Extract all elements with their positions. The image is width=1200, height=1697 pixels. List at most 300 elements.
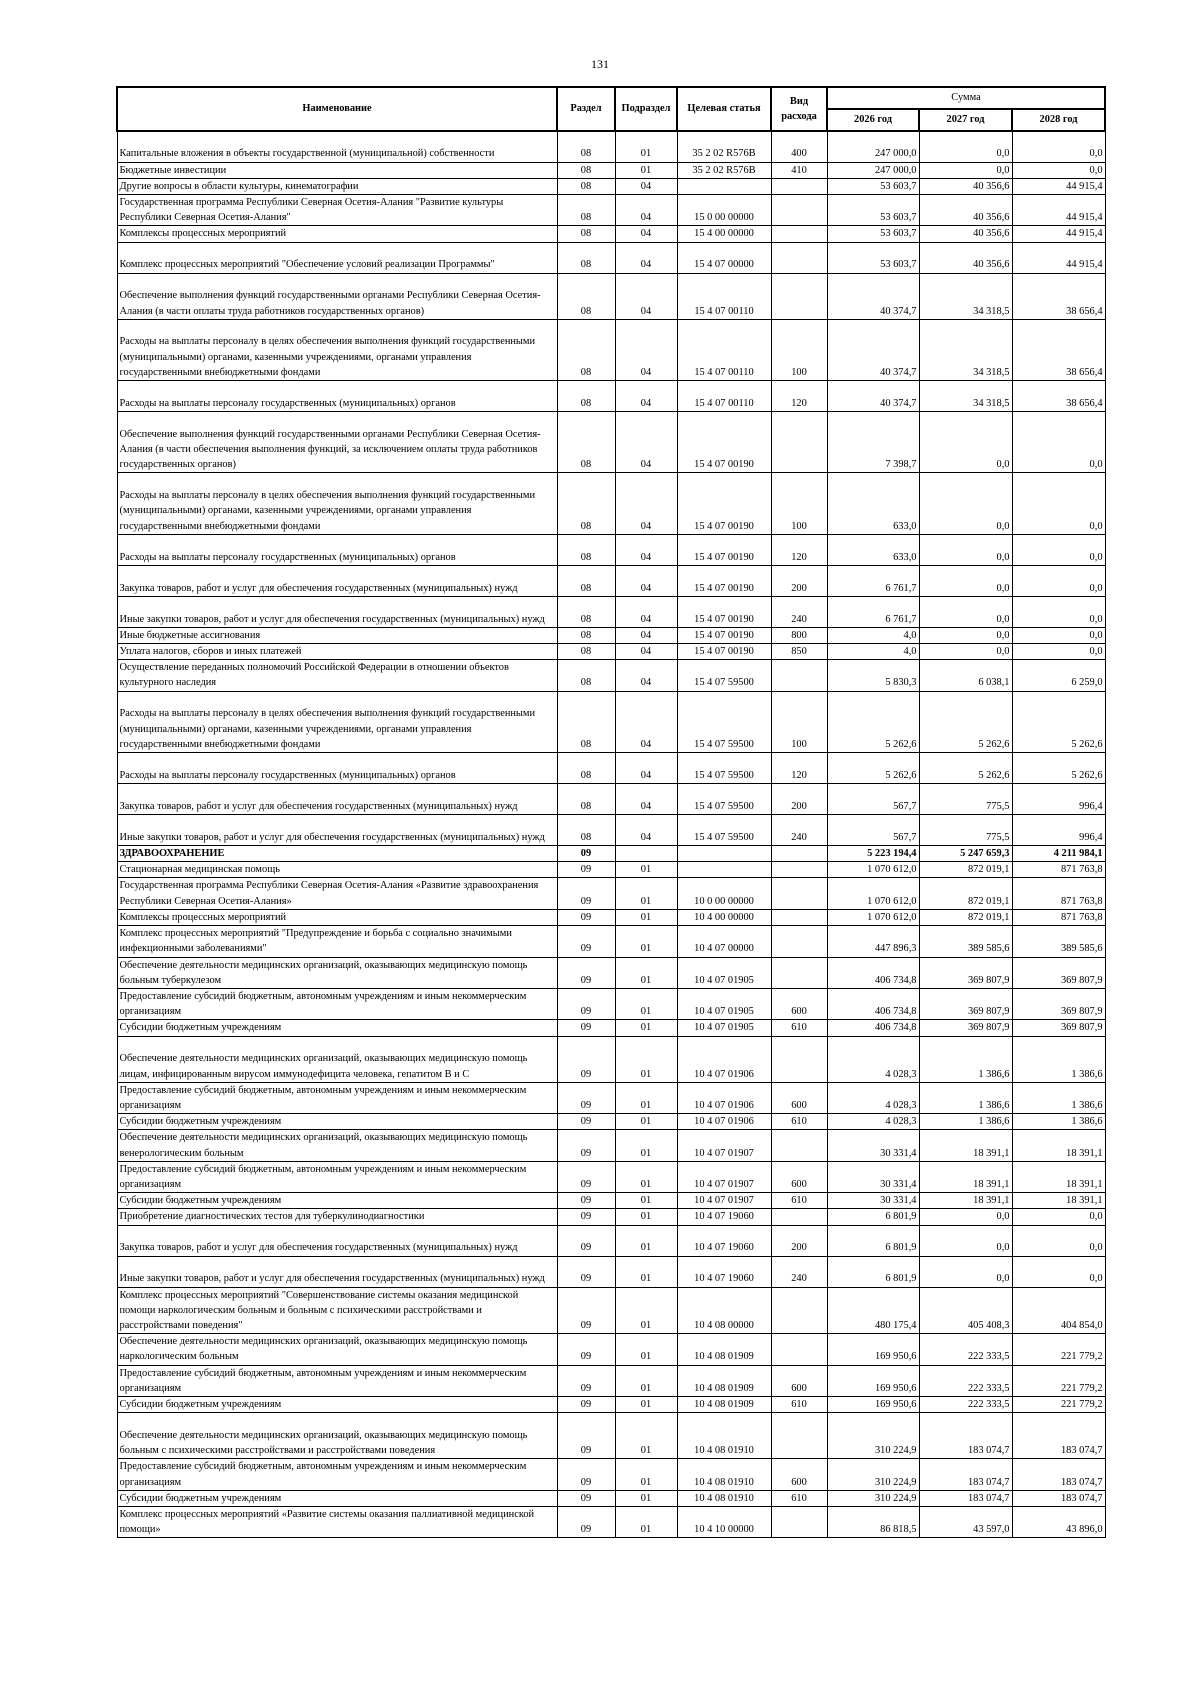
- row-name: Комплекс процессных мероприятий «Развитие системы оказания паллиативной медицинской помощи»: [117, 1506, 557, 1537]
- row-subsection: 01: [615, 926, 677, 957]
- row-amount-2027: 18 391,1: [919, 1130, 1012, 1161]
- row-target-item: 10 4 10 00000: [677, 1506, 771, 1537]
- table-row: [117, 660, 1105, 691]
- row-amount-2028: 38 656,4: [1012, 319, 1105, 380]
- row-amount-2027: 40 356,6: [919, 178, 1012, 194]
- row-name: Капитальные вложения в объекты государственной (муниципальной) собственности: [117, 131, 557, 162]
- row-section: 08: [557, 162, 615, 178]
- row-section: 09: [557, 909, 615, 925]
- row-expense-type: 200: [771, 1225, 827, 1256]
- table-row: [117, 381, 1105, 412]
- row-amount-2026: 406 734,8: [827, 1020, 919, 1036]
- row-amount-2027: 1 386,6: [919, 1114, 1012, 1130]
- row-target-item: 10 0 00 00000: [677, 878, 771, 909]
- table-row: [117, 988, 1105, 1019]
- row-amount-2028: 404 854,0: [1012, 1287, 1105, 1334]
- row-section: 08: [557, 753, 615, 784]
- row-amount-2027: 775,5: [919, 784, 1012, 815]
- row-section: 08: [557, 242, 615, 273]
- table-row: [117, 319, 1105, 380]
- row-name: Комплекс процессных мероприятий "Обеспечение условий реализации Программы": [117, 242, 557, 273]
- row-section: 09: [557, 1459, 615, 1490]
- row-amount-2028: 0,0: [1012, 412, 1105, 473]
- row-amount-2027: 1 386,6: [919, 1082, 1012, 1113]
- row-amount-2028: 18 391,1: [1012, 1193, 1105, 1209]
- header-subsection: Подраздел: [615, 87, 677, 131]
- row-amount-2028: 221 779,2: [1012, 1334, 1105, 1365]
- row-subsection: 01: [615, 1365, 677, 1396]
- row-expense-type: [771, 1506, 827, 1537]
- row-section: 09: [557, 988, 615, 1019]
- row-expense-type: 120: [771, 753, 827, 784]
- row-name: Комплекс процессных мероприятий "Предупреждение и борьба с социально значимыми инфекционными заболеваниями": [117, 926, 557, 957]
- row-expense-type: [771, 226, 827, 242]
- row-expense-type: [771, 1209, 827, 1225]
- row-amount-2026: 247 000,0: [827, 131, 919, 162]
- row-amount-2028: 0,0: [1012, 1256, 1105, 1287]
- row-section: 09: [557, 1130, 615, 1161]
- row-target-item: 10 4 08 01910: [677, 1490, 771, 1506]
- row-amount-2026: 53 603,7: [827, 178, 919, 194]
- row-amount-2026: 5 262,6: [827, 691, 919, 752]
- row-amount-2027: 1 386,6: [919, 1036, 1012, 1082]
- row-target-item: 10 4 07 00000: [677, 926, 771, 957]
- row-section: 08: [557, 815, 615, 846]
- table-row: [117, 1193, 1105, 1209]
- row-amount-2028: 0,0: [1012, 627, 1105, 643]
- row-amount-2028: 369 807,9: [1012, 988, 1105, 1019]
- row-amount-2028: 43 896,0: [1012, 1506, 1105, 1537]
- row-amount-2027: 5 247 659,3: [919, 846, 1012, 862]
- table-row: [117, 596, 1105, 627]
- table-row: [117, 1334, 1105, 1365]
- row-section: 08: [557, 194, 615, 225]
- table-row: [117, 1396, 1105, 1412]
- row-amount-2027: 183 074,7: [919, 1459, 1012, 1490]
- row-section: 09: [557, 1020, 615, 1036]
- row-expense-type: [771, 660, 827, 691]
- row-section: 08: [557, 319, 615, 380]
- row-amount-2026: 1 070 612,0: [827, 878, 919, 909]
- row-amount-2027: 0,0: [919, 412, 1012, 473]
- row-section: 09: [557, 1082, 615, 1113]
- row-name: Другие вопросы в области культуры, кинематографии: [117, 178, 557, 194]
- row-subsection: 04: [615, 691, 677, 752]
- table-row: [117, 1506, 1105, 1537]
- row-amount-2027: 222 333,5: [919, 1334, 1012, 1365]
- row-expense-type: [771, 846, 827, 862]
- row-target-item: 15 4 00 00000: [677, 226, 771, 242]
- row-expense-type: [771, 1036, 827, 1082]
- row-expense-type: [771, 178, 827, 194]
- row-name: Закупка товаров, работ и услуг для обеспечения государственных (муниципальных) нужд: [117, 1225, 557, 1256]
- row-amount-2028: 18 391,1: [1012, 1130, 1105, 1161]
- row-subsection: 04: [615, 565, 677, 596]
- header-year-2026: 2026 год: [827, 109, 919, 131]
- row-name: Обеспечение выполнения функций государственными органами Республики Северная Осетия-Алания (в части обеспечения выполнения функций, за исключением оплаты труда работников государственных органов): [117, 412, 557, 473]
- row-expense-type: 610: [771, 1490, 827, 1506]
- row-section: 09: [557, 1161, 615, 1192]
- row-name: Комплексы процессных мероприятий: [117, 226, 557, 242]
- row-amount-2026: 6 801,9: [827, 1225, 919, 1256]
- row-amount-2028: 44 915,4: [1012, 242, 1105, 273]
- row-expense-type: [771, 1334, 827, 1365]
- row-amount-2027: 40 356,6: [919, 226, 1012, 242]
- table-row: [117, 178, 1105, 194]
- row-subsection: 04: [615, 319, 677, 380]
- row-target-item: 10 4 00 00000: [677, 909, 771, 925]
- row-section: 09: [557, 1365, 615, 1396]
- row-section: 09: [557, 1334, 615, 1365]
- row-target-item: [677, 178, 771, 194]
- row-expense-type: 200: [771, 565, 827, 596]
- row-amount-2026: 6 801,9: [827, 1256, 919, 1287]
- header-target-item: Целевая статья: [677, 87, 771, 131]
- table-row: [117, 753, 1105, 784]
- row-expense-type: 600: [771, 988, 827, 1019]
- row-name: Субсидии бюджетным учреждениям: [117, 1193, 557, 1209]
- table-row: [117, 691, 1105, 752]
- row-name: Обеспечение деятельности медицинских организаций, оказывающих медицинскую помощь лицам, инфицированным вирусом иммунодефицита человека, гепатитом В и С: [117, 1036, 557, 1082]
- row-subsection: 01: [615, 1287, 677, 1334]
- row-subsection: 01: [615, 862, 677, 878]
- row-subsection: 04: [615, 815, 677, 846]
- row-subsection: 04: [615, 381, 677, 412]
- row-name: Субсидии бюджетным учреждениям: [117, 1490, 557, 1506]
- row-expense-type: 600: [771, 1082, 827, 1113]
- row-amount-2027: 369 807,9: [919, 988, 1012, 1019]
- row-expense-type: 240: [771, 596, 827, 627]
- row-amount-2026: 5 262,6: [827, 753, 919, 784]
- row-subsection: 04: [615, 178, 677, 194]
- row-section: 09: [557, 846, 615, 862]
- row-subsection: 01: [615, 878, 677, 909]
- row-expense-type: 410: [771, 162, 827, 178]
- table-row: [117, 1161, 1105, 1192]
- row-amount-2028: 44 915,4: [1012, 178, 1105, 194]
- row-expense-type: 610: [771, 1193, 827, 1209]
- row-subsection: 01: [615, 1036, 677, 1082]
- row-subsection: 04: [615, 473, 677, 534]
- row-amount-2026: 1 070 612,0: [827, 909, 919, 925]
- row-name: Субсидии бюджетным учреждениям: [117, 1396, 557, 1412]
- row-section: 09: [557, 957, 615, 988]
- row-expense-type: [771, 1130, 827, 1161]
- row-subsection: 01: [615, 1130, 677, 1161]
- row-amount-2027: 34 318,5: [919, 381, 1012, 412]
- row-name: Иные закупки товаров, работ и услуг для обеспечения государственных (муниципальных) нужд: [117, 815, 557, 846]
- row-amount-2027: 0,0: [919, 1209, 1012, 1225]
- table-row: [117, 131, 1105, 162]
- row-amount-2027: 222 333,5: [919, 1396, 1012, 1412]
- row-amount-2026: 310 224,9: [827, 1490, 919, 1506]
- row-section: 08: [557, 226, 615, 242]
- row-amount-2026: 30 331,4: [827, 1130, 919, 1161]
- row-subsection: 01: [615, 1225, 677, 1256]
- row-amount-2027: 222 333,5: [919, 1365, 1012, 1396]
- header-sum: Сумма: [827, 87, 1105, 109]
- row-subsection: 04: [615, 242, 677, 273]
- row-expense-type: [771, 878, 827, 909]
- row-name: Предоставление субсидий бюджетным, автономным учреждениям и иным некоммерческим организациям: [117, 1082, 557, 1113]
- row-target-item: 35 2 02 R576B: [677, 131, 771, 162]
- row-subsection: 01: [615, 1193, 677, 1209]
- row-expense-type: 240: [771, 1256, 827, 1287]
- row-subsection: 04: [615, 412, 677, 473]
- table-row: [117, 162, 1105, 178]
- row-subsection: 01: [615, 1459, 677, 1490]
- row-name: Предоставление субсидий бюджетным, автономным учреждениям и иным некоммерческим организациям: [117, 988, 557, 1019]
- row-section: 08: [557, 381, 615, 412]
- row-target-item: 10 4 08 00000: [677, 1287, 771, 1334]
- row-amount-2028: 0,0: [1012, 473, 1105, 534]
- row-expense-type: [771, 957, 827, 988]
- row-amount-2027: 0,0: [919, 473, 1012, 534]
- row-name: Обеспечение деятельности медицинских организаций, оказывающих медицинскую помощь больным с психическими расстройствами и расстройствами поведения: [117, 1413, 557, 1459]
- row-subsection: 01: [615, 1161, 677, 1192]
- row-amount-2027: 0,0: [919, 627, 1012, 643]
- table-row: [117, 226, 1105, 242]
- table-row: [117, 1036, 1105, 1082]
- row-section: 08: [557, 178, 615, 194]
- row-expense-type: 600: [771, 1161, 827, 1192]
- row-amount-2026: 4 028,3: [827, 1114, 919, 1130]
- table-row: [117, 1225, 1105, 1256]
- row-amount-2027: 43 597,0: [919, 1506, 1012, 1537]
- row-subsection: 01: [615, 1114, 677, 1130]
- row-name: Расходы на выплаты персоналу государственных (муниципальных) органов: [117, 534, 557, 565]
- table-row: [117, 1413, 1105, 1459]
- table-row: [117, 1082, 1105, 1113]
- row-amount-2026: 406 734,8: [827, 957, 919, 988]
- header-expense-type: Вид расхода: [771, 87, 827, 131]
- row-name: Уплата налогов, сборов и иных платежей: [117, 644, 557, 660]
- row-amount-2028: 0,0: [1012, 596, 1105, 627]
- table-row: [117, 846, 1105, 862]
- row-amount-2028: 1 386,6: [1012, 1114, 1105, 1130]
- row-amount-2027: 183 074,7: [919, 1413, 1012, 1459]
- header-year-2028: 2028 год: [1012, 109, 1105, 131]
- row-amount-2026: 169 950,6: [827, 1334, 919, 1365]
- budget-table-body: [117, 131, 1105, 1538]
- row-name: Закупка товаров, работ и услуг для обеспечения государственных (муниципальных) нужд: [117, 784, 557, 815]
- row-name: Комплексы процессных мероприятий: [117, 909, 557, 925]
- row-amount-2026: 4 028,3: [827, 1036, 919, 1082]
- row-target-item: 15 4 07 59500: [677, 784, 771, 815]
- row-section: 08: [557, 660, 615, 691]
- row-section: 08: [557, 534, 615, 565]
- row-amount-2028: 0,0: [1012, 534, 1105, 565]
- row-subsection: 01: [615, 1490, 677, 1506]
- row-target-item: 15 4 07 00190: [677, 627, 771, 643]
- row-subsection: 01: [615, 1334, 677, 1365]
- row-amount-2028: 0,0: [1012, 565, 1105, 596]
- row-name: Иные бюджетные ассигнования: [117, 627, 557, 643]
- table-row: [117, 862, 1105, 878]
- row-amount-2028: 1 386,6: [1012, 1082, 1105, 1113]
- table-row: [117, 1209, 1105, 1225]
- row-expense-type: 120: [771, 534, 827, 565]
- row-name: Приобретение диагностических тестов для туберкулинодиагностики: [117, 1209, 557, 1225]
- row-expense-type: [771, 1413, 827, 1459]
- row-subsection: [615, 846, 677, 862]
- table-row: [117, 273, 1105, 319]
- row-amount-2026: 6 761,7: [827, 596, 919, 627]
- row-amount-2028: 0,0: [1012, 1225, 1105, 1256]
- row-target-item: 15 4 07 00190: [677, 565, 771, 596]
- row-amount-2027: 0,0: [919, 596, 1012, 627]
- row-name: Предоставление субсидий бюджетным, автономным учреждениям и иным некоммерческим организациям: [117, 1459, 557, 1490]
- row-section: 09: [557, 1490, 615, 1506]
- row-amount-2027: 0,0: [919, 131, 1012, 162]
- row-amount-2028: 44 915,4: [1012, 226, 1105, 242]
- row-amount-2027: 0,0: [919, 534, 1012, 565]
- row-section: 09: [557, 1209, 615, 1225]
- row-amount-2028: 369 807,9: [1012, 1020, 1105, 1036]
- row-section: 08: [557, 644, 615, 660]
- row-amount-2027: 40 356,6: [919, 194, 1012, 225]
- row-amount-2027: 183 074,7: [919, 1490, 1012, 1506]
- row-target-item: 15 4 07 59500: [677, 660, 771, 691]
- row-amount-2026: 40 374,7: [827, 273, 919, 319]
- table-row: [117, 1287, 1105, 1334]
- row-section: 09: [557, 1114, 615, 1130]
- row-target-item: 10 4 07 01906: [677, 1082, 771, 1113]
- row-amount-2027: 18 391,1: [919, 1193, 1012, 1209]
- row-amount-2027: 6 038,1: [919, 660, 1012, 691]
- row-amount-2026: 633,0: [827, 534, 919, 565]
- table-row: [117, 957, 1105, 988]
- row-name: Иные закупки товаров, работ и услуг для обеспечения государственных (муниципальных) нужд: [117, 1256, 557, 1287]
- row-name: Предоставление субсидий бюджетным, автономным учреждениям и иным некоммерческим организациям: [117, 1365, 557, 1396]
- row-target-item: 10 4 08 01909: [677, 1365, 771, 1396]
- row-target-item: 15 4 07 59500: [677, 691, 771, 752]
- row-amount-2028: 0,0: [1012, 644, 1105, 660]
- row-expense-type: 100: [771, 691, 827, 752]
- row-amount-2026: 169 950,6: [827, 1396, 919, 1412]
- row-amount-2027: 369 807,9: [919, 1020, 1012, 1036]
- row-expense-type: 610: [771, 1114, 827, 1130]
- row-amount-2026: 5 830,3: [827, 660, 919, 691]
- row-subsection: 01: [615, 909, 677, 925]
- table-row: [117, 878, 1105, 909]
- row-target-item: 15 4 07 00110: [677, 273, 771, 319]
- row-amount-2026: 30 331,4: [827, 1161, 919, 1192]
- row-amount-2026: 5 223 194,4: [827, 846, 919, 862]
- row-expense-type: 120: [771, 381, 827, 412]
- row-amount-2026: 310 224,9: [827, 1459, 919, 1490]
- row-expense-type: 610: [771, 1396, 827, 1412]
- row-subsection: 04: [615, 194, 677, 225]
- row-amount-2026: 406 734,8: [827, 988, 919, 1019]
- row-target-item: 15 0 00 00000: [677, 194, 771, 225]
- row-subsection: 04: [615, 534, 677, 565]
- row-amount-2027: 389 585,6: [919, 926, 1012, 957]
- row-amount-2028: 369 807,9: [1012, 957, 1105, 988]
- row-expense-type: [771, 1287, 827, 1334]
- row-subsection: 04: [615, 596, 677, 627]
- row-name: Предоставление субсидий бюджетным, автономным учреждениям и иным некоммерческим организациям: [117, 1161, 557, 1192]
- table-row: [117, 534, 1105, 565]
- row-expense-type: [771, 242, 827, 273]
- row-amount-2028: 871 763,8: [1012, 909, 1105, 925]
- row-name: Обеспечение выполнения функций государственными органами Республики Северная Осетия-Алания (в части оплаты труда работников государственных органов): [117, 273, 557, 319]
- row-name: Субсидии бюджетным учреждениям: [117, 1020, 557, 1036]
- row-subsection: 01: [615, 988, 677, 1019]
- row-amount-2028: 4 211 984,1: [1012, 846, 1105, 862]
- row-subsection: 04: [615, 273, 677, 319]
- table-row: [117, 627, 1105, 643]
- row-section: 09: [557, 1225, 615, 1256]
- row-subsection: 04: [615, 660, 677, 691]
- table-row: [117, 194, 1105, 225]
- row-target-item: 15 4 07 00190: [677, 534, 771, 565]
- row-subsection: 01: [615, 1396, 677, 1412]
- row-section: 08: [557, 273, 615, 319]
- row-name: Государственная программа Республики Северная Осетия-Алания "Развитие культуры Республики Северная Осетия-Алания": [117, 194, 557, 225]
- row-amount-2026: 480 175,4: [827, 1287, 919, 1334]
- row-amount-2028: 44 915,4: [1012, 194, 1105, 225]
- row-target-item: 15 4 07 00110: [677, 319, 771, 380]
- row-target-item: 15 4 07 00190: [677, 596, 771, 627]
- row-section: 09: [557, 1036, 615, 1082]
- row-amount-2028: 871 763,8: [1012, 862, 1105, 878]
- table-row: [117, 909, 1105, 925]
- row-amount-2028: 221 779,2: [1012, 1396, 1105, 1412]
- row-subsection: 01: [615, 1209, 677, 1225]
- row-target-item: 10 4 07 19060: [677, 1209, 771, 1225]
- row-subsection: 01: [615, 957, 677, 988]
- row-section: 09: [557, 926, 615, 957]
- row-section: 09: [557, 862, 615, 878]
- row-target-item: 10 4 07 19060: [677, 1225, 771, 1256]
- row-amount-2026: 633,0: [827, 473, 919, 534]
- row-section: 08: [557, 691, 615, 752]
- table-row: [117, 1130, 1105, 1161]
- row-target-item: 10 4 08 01910: [677, 1413, 771, 1459]
- row-amount-2027: 369 807,9: [919, 957, 1012, 988]
- row-amount-2028: 0,0: [1012, 1209, 1105, 1225]
- row-target-item: 10 4 07 01905: [677, 957, 771, 988]
- row-amount-2028: 996,4: [1012, 815, 1105, 846]
- row-section: 09: [557, 878, 615, 909]
- header-section: Раздел: [557, 87, 615, 131]
- row-amount-2026: 40 374,7: [827, 381, 919, 412]
- row-amount-2028: 38 656,4: [1012, 381, 1105, 412]
- row-section: 09: [557, 1506, 615, 1537]
- row-expense-type: 400: [771, 131, 827, 162]
- table-row: [117, 1490, 1105, 1506]
- row-name: Субсидии бюджетным учреждениям: [117, 1114, 557, 1130]
- row-expense-type: [771, 909, 827, 925]
- row-expense-type: 240: [771, 815, 827, 846]
- row-name: Расходы на выплаты персоналу в целях обеспечения выполнения функций государственными (муниципальными) органами, казенными учреждениями, органами управления государственными внебюджетными фондами: [117, 319, 557, 380]
- row-section: 09: [557, 1413, 615, 1459]
- row-target-item: 10 4 08 01909: [677, 1396, 771, 1412]
- row-name: Иные закупки товаров, работ и услуг для обеспечения государственных (муниципальных) нужд: [117, 596, 557, 627]
- row-expense-type: 100: [771, 319, 827, 380]
- page-number: 131: [591, 57, 609, 71]
- row-section: 08: [557, 784, 615, 815]
- row-amount-2027: 0,0: [919, 644, 1012, 660]
- row-target-item: 10 4 08 01910: [677, 1459, 771, 1490]
- header-name: Наименование: [117, 87, 557, 131]
- row-name: Расходы на выплаты персоналу в целях обеспечения выполнения функций государственными (муниципальными) органами, казенными учреждениями, органами управления государственными внебюджетными фондами: [117, 691, 557, 752]
- row-expense-type: 100: [771, 473, 827, 534]
- row-amount-2026: 4,0: [827, 644, 919, 660]
- row-amount-2026: 6 801,9: [827, 1209, 919, 1225]
- row-subsection: 01: [615, 1082, 677, 1113]
